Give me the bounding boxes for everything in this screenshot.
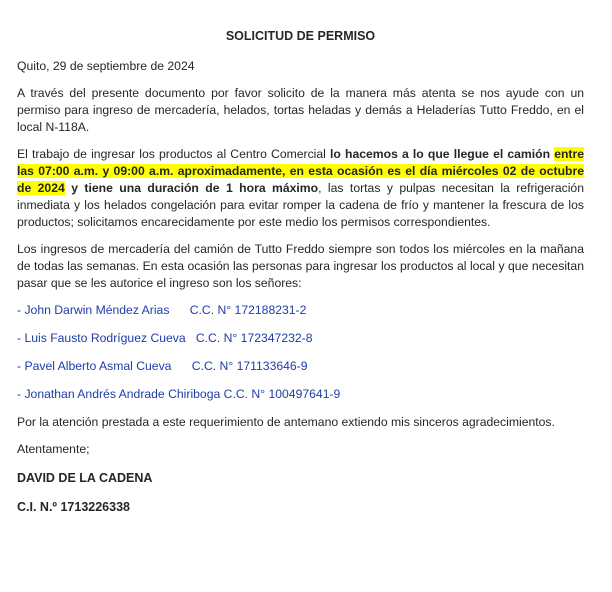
paragraph-thanks: Por la atención prestada a este requerimiento de antemano extiendo mis sinceros agradecimientos. (17, 415, 555, 429)
date-line: Quito, 29 de septiembre de 2024 (17, 59, 195, 73)
closing-line: Atentamente; (17, 442, 90, 456)
document-title: SOLICITUD DE PERMISO (225, 29, 376, 43)
schedule-text-bold: lo hacemos a lo que llegue el camión (330, 147, 555, 161)
authorized-persons-list (17, 302, 584, 403)
schedule-text-intro: El trabajo de ingresar los productos al Centro Comercial (17, 147, 331, 161)
schedule-duration-bold: y tiene una duración de 1 hora máximo (64, 181, 319, 195)
list-item: - John Darwin Méndez Arias C.C. N° 172188231-2 (17, 303, 307, 317)
list-item: - Pavel Alberto Asmal Cueva C.C. N° 171133646-9 (17, 359, 308, 373)
list-item: - Jonathan Andrés Andrade Chiriboga C.C. N° 100497641-9 (17, 387, 341, 401)
signer-name: DAVID DE LA CADENA (17, 471, 153, 485)
list-item: - Luis Fausto Rodríguez Cueva C.C. N° 172347232-8 (17, 331, 313, 345)
schedule-text-rest: , las tortas y pulpas necesitan la refrigeración inmediata y los helados congelación para evitar romper la cadena de frío y mantener la frescura de los productos; solicitamos encarecidamente por este medio los permisos correspondientes. (17, 181, 584, 229)
paragraph-request: A través del presente documento por favor solicito de la manera más atenta se nos ayude con un permiso para ingreso de mercadería, helados, tortas heladas y demás a Heladerías Tutto Freddo, en el local N-118A. (17, 86, 584, 134)
paragraph-persons-intro: Los ingresos de mercadería del camión de Tutto Freddo siempre son todos los miércoles en la mañana de todas las semanas. En esta ocasión las personas para ingresar los productos al local y que necesitan pasar que se les autorice el ingreso son los señores: (17, 242, 584, 290)
schedule-highlight: entre las 07:00 a.m. y 09:00 a.m. aproximadamente, en esta ocasión es el día miércoles 02 de octubre de 2024 (17, 147, 585, 195)
paragraph-schedule (17, 146, 584, 231)
signer-id: C.I. N.º 1713226338 (17, 500, 130, 514)
